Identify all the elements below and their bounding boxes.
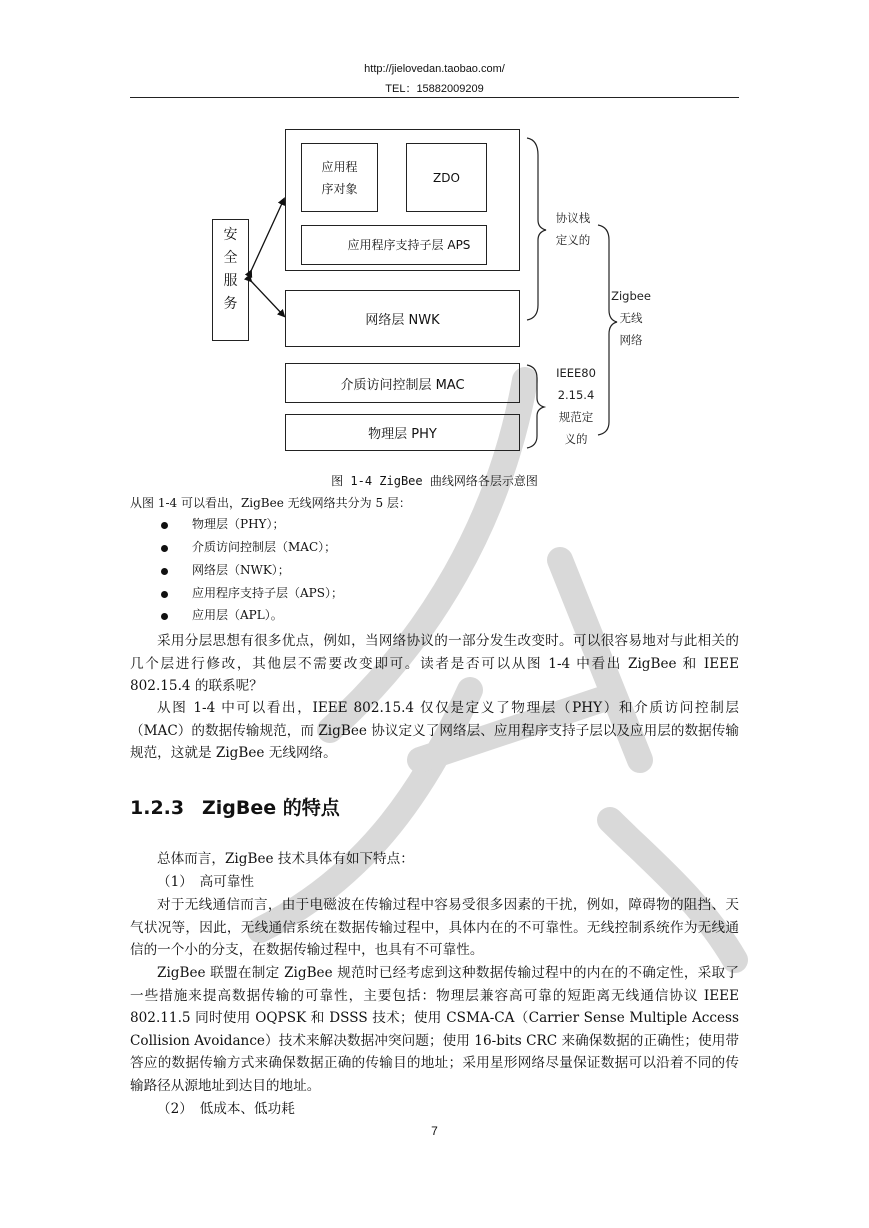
label-ieee-defined: IEEE80 2.15.4 规范定 义的 (556, 366, 596, 446)
paragraph-1: 采用分层思想有很多优点，例如，当网络协议的一部分发生改变时。可以很容易地对与此相关的几个层进行修改，其他层不需要改变即可。读者是否可以从图 1-4 中看出 ZigBee 和 IEEE 802.15.4 的联系呢？ (130, 633, 739, 694)
section-heading (130, 793, 340, 820)
bullet-dot-icon (161, 545, 168, 552)
label-stack-defined: 协议栈 定义的 (555, 211, 591, 247)
layer-diagram (0, 0, 869, 465)
security-service-box: 安 全 服 务 (212, 219, 249, 341)
header-tel: TEL：15882009209 (385, 83, 484, 95)
zdo-box: ZDO (406, 143, 487, 212)
arrow-security-to-nwk (251, 281, 284, 316)
list-item-1: （1） 高可靠性 (157, 874, 255, 890)
brace-ieee (527, 365, 544, 448)
paragraph-5: ZigBee 联盟在制定 ZigBee 规范时已经考虑到这种数据传输过程中的内在的不确定性，采取了一些措施来提高数据传输的可靠性，主要包括：物理层兼容高可靠的短距离无线通信协议 IEEE 802.11.5 同时使用 OQPSK 和 DSSS 技术；使用 CSMA-CA（Carrier Sense Multiple Access Collision Avoidance）技术来解决数据冲突问题；使用 16-bits CRC 来确保数据的正确性；使用带答应的数据传输方式来确保数据正确的传输目的地址；采用星形网络尽量保证数据可以沿着不同的传输路径从源地址到达目的地址。 (130, 965, 739, 1094)
paragraph-2: 从图 1-4 中可以看出，IEEE 802.15.4 仅仅是定义了物理层（PHY）和介质访问控制层（MAC）的数据传输规范，而 ZigBee 协议定义了网络层、应用程序支持子层以及应用层的数据传输规范，这就是 ZigBee 无线网络。 (130, 700, 739, 761)
diagram-connectors (0, 0, 869, 465)
paragraph-3: 总体而言，ZigBee 技术具体有如下特点： (157, 851, 414, 867)
header-url: http://jielovedan.taobao.com/ (364, 63, 505, 75)
page-number: 7 (431, 1124, 438, 1138)
aps-box: 应用程序支持子层 APS (301, 225, 487, 265)
arrow-security-to-app (251, 199, 284, 271)
bullet-dot-icon (161, 613, 168, 620)
app-object-box: 应用程 序对象 (301, 143, 378, 212)
figure-caption: 图 1-4 ZigBee 曲线网络各层示意图 (331, 474, 538, 488)
nwk-box: 网络层 NWK (285, 290, 520, 347)
intro-text: 从图 1-4 可以看出，ZigBee 无线网络共分为 5 层： (130, 496, 411, 510)
mac-box: 介质访问控制层 MAC (285, 363, 520, 403)
section-title: ZigBee 的特点 (202, 797, 340, 819)
list-item-2: （2） 低成本、低功耗 (157, 1101, 295, 1117)
bullet-dot-icon (161, 522, 168, 529)
section-number: 1.2.3 (130, 797, 185, 819)
bullet-dot-icon (161, 591, 168, 598)
label-zigbee-network: Zigbee 无线 网络 (611, 289, 651, 347)
phy-box: 物理层 PHY (285, 414, 520, 451)
bullet-dot-icon (161, 568, 168, 575)
paragraph-4: 对于无线通信而言，由于电磁波在传输过程中容易受很多因素的干扰，例如，障碍物的阻挡、天气状况等，因此，无线通信系统在数据传输过程中，具体内在的不可靠性。无线控制系统作为无线通信的一个小的分支，在数据传输过程中，也具有不可靠性。 (130, 897, 739, 958)
brace-stack (527, 138, 546, 320)
